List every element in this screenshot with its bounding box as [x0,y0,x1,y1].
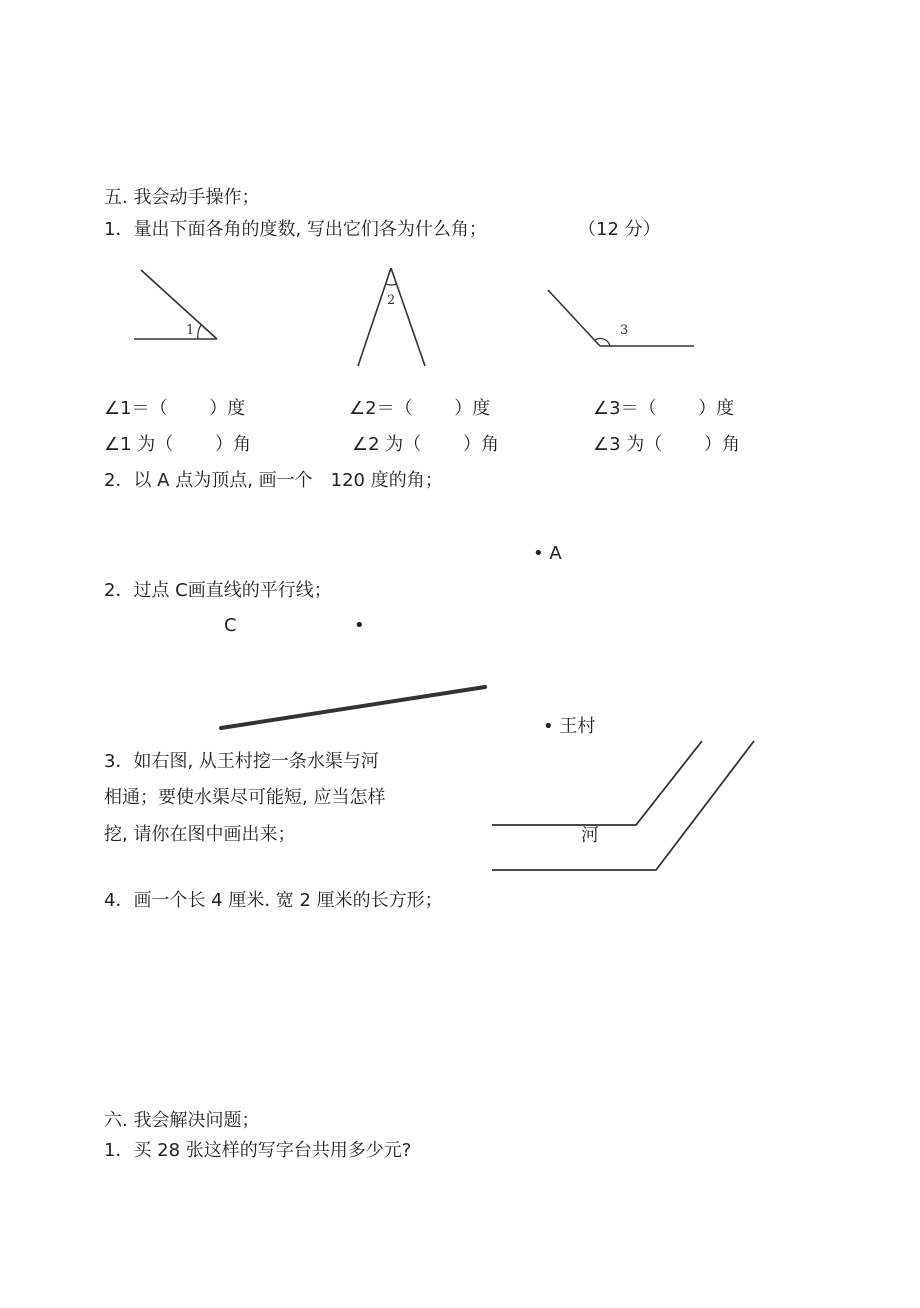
angle-1-arc [198,325,201,339]
point-c-dot: • [354,615,365,636]
given-straight-line [215,680,495,735]
angle-2-right-ray [391,268,425,366]
point-c-label: C [224,615,237,636]
angle-3-type-blank: ∠3 为（ ）角 [593,434,741,455]
angle-3-figure [540,278,700,353]
angle-1-figure [128,262,228,352]
angle-3-label: 3 [620,323,629,338]
angle-1-type-blank: ∠1 为（ ）角 [104,434,252,455]
question-3-line-3: 挖, 请你在图中画出来； [104,824,296,845]
river-figure [488,735,763,880]
question-1-text: 1．量出下面各角的度数, 写出它们各为什么角； [104,219,487,240]
angle-2-figure [350,262,440,372]
question-3-line-1: 3．如右图, 从王村挖一条水渠与河 [104,751,379,772]
river-upper-bank [492,741,702,825]
question-2b-text: 2．过点 C画直线的平行线； [104,580,332,601]
question-1-score: （12 分） [578,219,661,240]
question-4-text: 4．画一个长 4 厘米. 宽 2 厘米的长方形； [104,890,443,911]
straight-line [221,687,485,728]
angle-2-label: 2 [387,293,396,308]
section5-title: 五. 我会动手操作； [104,187,260,208]
angle-1-label: 1 [186,323,195,338]
question-2a-text: 2．以 A 点为顶点, 画一个 120 度的角； [104,470,443,491]
angle-3-ray [548,290,600,346]
angle-1-degree-blank: ∠1＝（ ）度 [104,398,246,419]
angle-3-degree-blank: ∠3＝（ ）度 [593,398,735,419]
angle-2-type-blank: ∠2 为（ ）角 [352,434,500,455]
section6-question-1: 1．买 28 张这样的写字台共用多少元? [104,1140,412,1161]
point-a: • A [533,543,562,564]
angle-2-arc [386,284,397,285]
question-3-line-2: 相通；要使水渠尽可能短, 应当怎样 [104,787,386,808]
river-lower-bank [492,741,754,870]
river-label: 河 [581,825,599,846]
village-point: • 王村 [543,716,596,737]
section6-title: 六. 我会解决问题； [104,1110,260,1131]
angle-2-left-ray [358,268,391,366]
angle-2-degree-blank: ∠2＝（ ）度 [349,398,491,419]
angle-1-ray [141,270,217,339]
